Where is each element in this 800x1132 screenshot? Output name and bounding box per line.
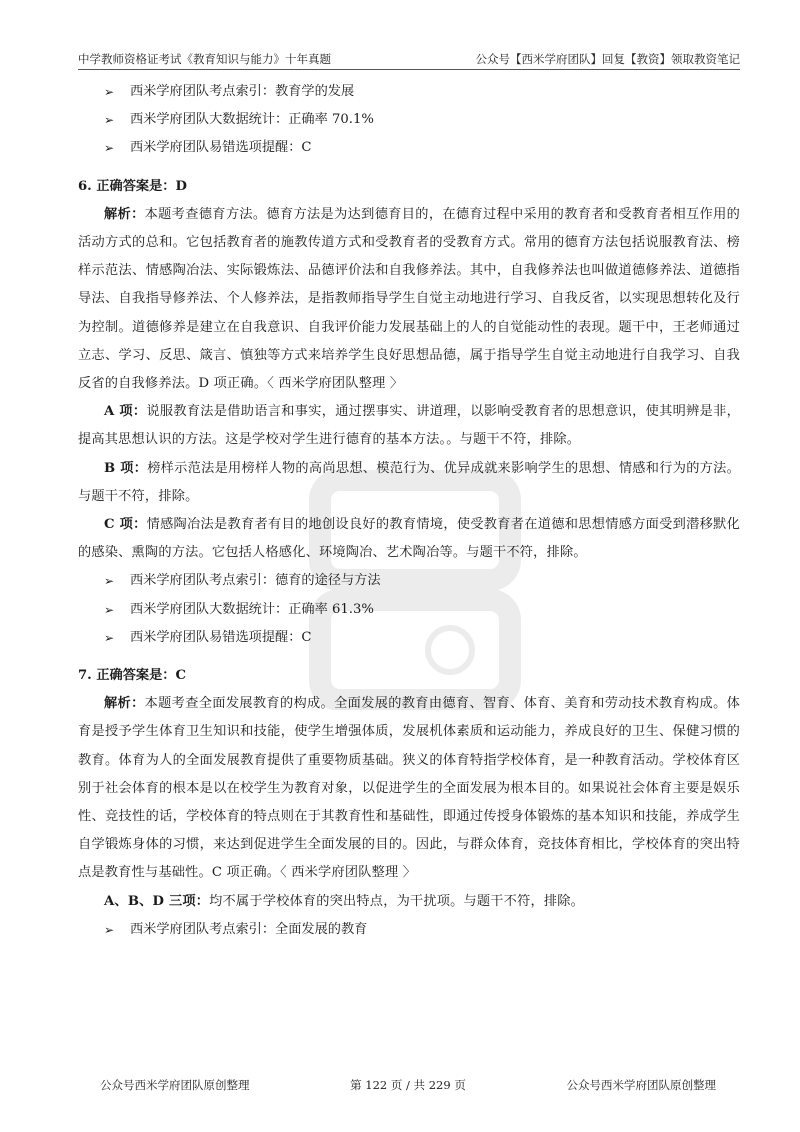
footer-right: 公众号西米学府团队原创整理 [566, 1078, 716, 1092]
footer-left: 公众号西米学府团队原创整理 [100, 1078, 250, 1092]
question-6-answer: 6. 正确答案是：D [78, 178, 187, 194]
list-item: ➢ 西米学府团队考点索引：教育学的发展 [78, 78, 740, 106]
arrow-bullet-icon: ➢ [104, 85, 115, 99]
arrow-bullet-icon: ➢ [104, 113, 115, 128]
question-7-answer: 7. 正确答案是：C [78, 668, 186, 684]
arrow-bullet-icon: ➢ [104, 141, 115, 156]
page-footer [100, 1077, 716, 1093]
arrow-bullet-icon: ➢ [104, 630, 115, 645]
question-6-option-c: C 项：情感陶冶法是教育者有目的地创设良好的教育情境，使受教育者在道德和思想情感方面受到潜移默化的感染、熏陶的方法。它包括人格感化、环境陶冶、艺术陶冶等。与题干不符，排除。 [78, 517, 741, 561]
list-item: ➢ 西米学府团队大数据统计：正确率 70.1% [78, 106, 740, 134]
page-number: 第 122 页 / 共 229 页 [350, 1078, 466, 1092]
question-6-option-a: A 项：说服教育法是借助语言和事实，通过摆事实、讲道理，以影响受教育者的思想意识，使其明辨是非，提高其思想认识的方法。这是学校对学生进行德育的基本方法。。与题干不符，排除。 [78, 404, 741, 448]
list-item: ➢ 西米学府团队易错选项提醒：C [78, 624, 740, 652]
list-item: ➢ 西米学府团队易错选项提醒：C [78, 134, 740, 162]
arrow-bullet-icon: ➢ [104, 602, 115, 617]
question-6-option-b: B 项：榜样示范法是用榜样人物的高尚思想、模范行为、优异成就来影响学生的思想、情感和行为的方法。与题干不符，排除。 [78, 460, 741, 504]
arrow-bullet-icon: ➢ [104, 574, 115, 589]
page-header [78, 45, 740, 70]
document-body [78, 78, 740, 944]
header-right: 公众号【西米学府团队】回复【教资】领取教资笔记 [475, 52, 740, 66]
header-left: 中学教师资格证考试《教育知识与能力》十年真题 [78, 52, 331, 66]
question-7-option-abd: A、B、D 三项：均不属于学校体育的突出特点，为干扰项。与题干不符，排除。 [104, 893, 585, 909]
arrow-bullet-icon: ➢ [104, 922, 115, 937]
list-item: ➢ 西米学府团队大数据统计：正确率 61.3% [78, 596, 740, 624]
list-item: ➢ 西米学府团队考点索引：德育的途径与方法 [78, 567, 740, 595]
question-7-analysis: 解析：本题考查全面发展教育的构成。全面发展的教育由德育、智育、体育、美育和劳动技术教育构成。体育是授予学生体育卫生知识和技能，使学生增强体质，发展机体素质和运动能力，养成良好的卫生、保健习惯的教育。体育为人的全面发展教育提供了重要物质基础。狭义的体育特指学校体育，是一种教育活动。学校体育区别于社会体育的根本是以在校学生为教育对象，以促进学生的全面发展为根本目的。如果说社会体育主要是娱乐性、竞技性的话，学校体育的特点则在于其教育性和基础性，即通过传授身体锻炼的基本知识和技能，养成学生自学锻炼身体的习惯，来达到促进学生全面发展的目的。因此，与群众体育，竞技体育相比，学校体育的突出特点是教育性与基础性。C 项正确。〈 西米学府团队整理 〉 [78, 696, 740, 881]
list-item: ➢ 西米学府团队考点索引：全面发展的教育 [78, 916, 740, 944]
question-6-analysis: 解析：本题考查德育方法。德育方法是为达到德育目的，在德育过程中采用的教育者和受教育者相互作用的活动方式的总和。它包括教育者的施教传道方式和受教育者的受教育方式。常用的德育方法包括说服教育法、榜样示范法、情感陶冶法、实际锻炼法、品德评价法和自我修养法。其中，自我修养法也叫做道德修养法、道德指导法、自我指导修养法、个人修养法，是指教师指导学生自觉主动地进行学习、自我反省，以实现思想转化及行为控制。道德修养是建立在自我意识、自我评价能力发展基础上的人的自觉能动性的表现。题干中，王老师通过立志、学习、反思、箴言、慎独等方式来培养学生良好思想品德，属于指导学生自觉主动地进行自我学习、自我反省的自我修养法。D 项正确。〈 西米学府团队整理 〉 [78, 206, 740, 392]
